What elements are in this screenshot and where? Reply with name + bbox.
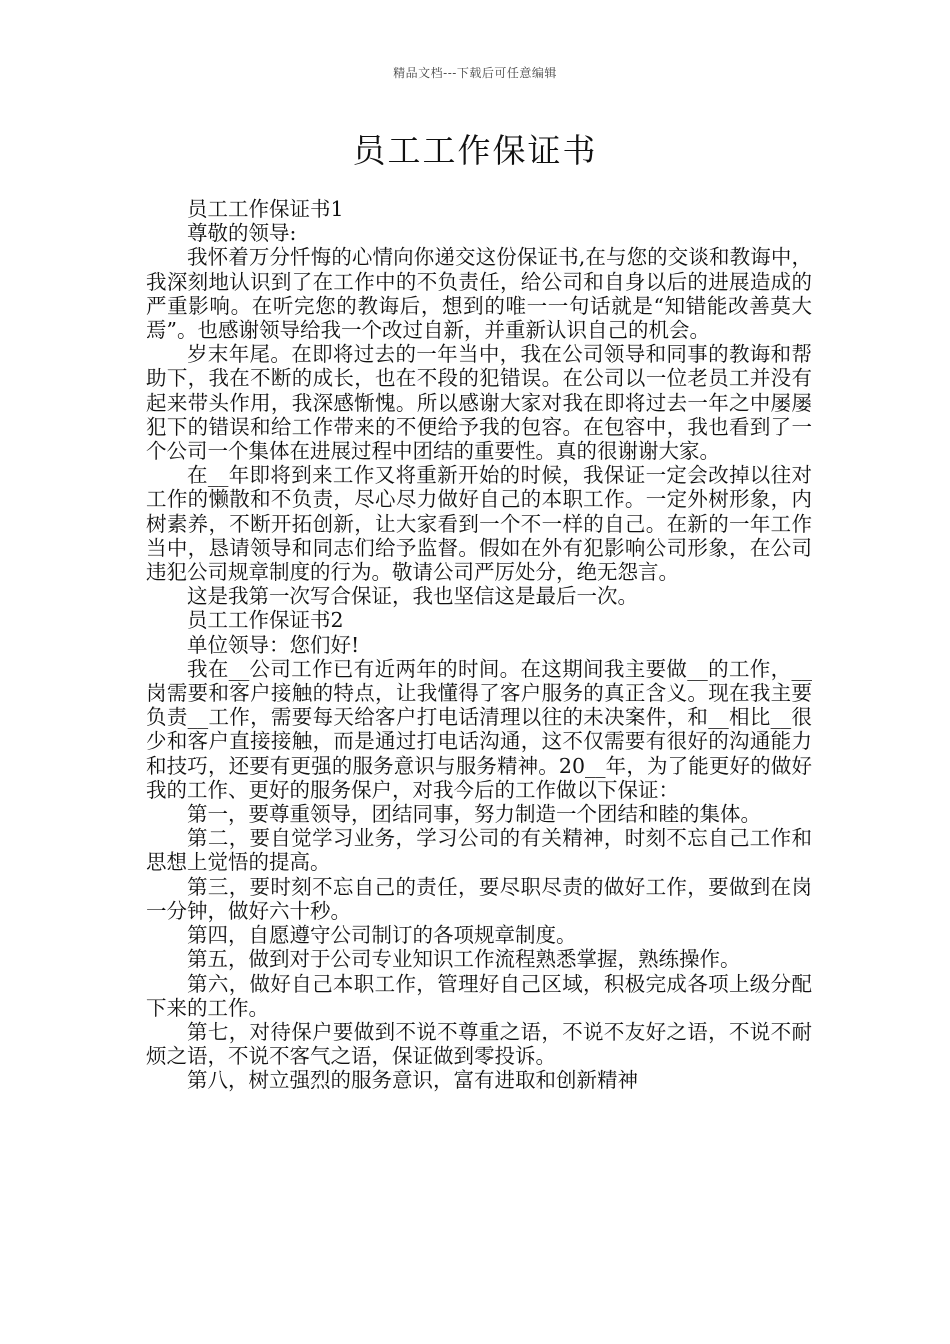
pledge-item-4: 第四，自愿遵守公司制订的各项规章制度。 — [187, 923, 577, 948]
header-note: 精品文档---下载后可任意编辑 — [393, 66, 557, 80]
pledge-item-3: 第三，要时刻不忘自己的责任，要尽职尽责的做好工作，要做到在岗一分钟，做好六十秒。 — [146, 874, 812, 923]
pledge-item-6: 第六，做好自己本职工作，管理好自己区域，积极完成各项上级分配下来的工作。 — [146, 971, 812, 1020]
paragraph: 这是我第一次写合保证，我也坚信这是最后一次。 — [187, 584, 638, 609]
pledge-item-8: 第八，树立强烈的服务意识，富有进取和创新精神 — [187, 1068, 638, 1093]
document-body — [146, 197, 812, 1093]
salutation-2: 单位领导：您们好! — [187, 632, 360, 657]
paragraph: 在__年即将到来工作又将重新开始的时候，我保证一定会改掉以往对工作的懒散和不负责，尽心尽力做好自己的本职工作。一定外树形象，内树素养，不断开拓创新，让大家看到一个不一样的自己。在新的一年工作当中，恳请领导和同志们给予监督。假如在外有犯影响公司形象，在公司违犯公司规章制度的行为。敬请公司严厉处分，绝无怨言。 — [146, 463, 812, 585]
pledge-item-2: 第二，要自觉学习业务，学习公司的有关精神，时刻不忘自己工作和思想上觉悟的提高。 — [146, 826, 812, 875]
pledge-item-7: 第七，对待保户要做到不说不尊重之语，不说不友好之语，不说不耐烦之语，不说不客气之语，保证做到零投诉。 — [146, 1019, 812, 1069]
section-heading-2: 员工工作保证书2 — [187, 608, 344, 633]
paragraph: 我在__公司工作已有近两年的时间。在这期间我主要做__的工作，__岗需要和客户接触的特点，让我懂得了客户服务的真正含义。现在我主要负责__工作，需要每天给客户打电话清理以往的未决案件，和__相比__很少和客户直接接触，而是通过打电话沟通，这不仅需要有很好的沟通能力和技巧，还要有更强的服务意识与服务精神。20__年，为了能更好的做好我的工作、更好的服务保户，对我今后的工作做以下保证： — [146, 656, 812, 802]
section-heading-1: 员工工作保证书1 — [187, 197, 344, 221]
pledge-item-1: 第一，要尊重领导，团结同事，努力制造一个团结和睦的集体。 — [187, 802, 761, 827]
paragraph: 岁末年尾。在即将过去的一年当中，我在公司领导和同事的教诲和帮助下，我在不断的成长，也在不段的犯错误。在公司以一位老员工并没有起来带头作用，我深感惭愧。所以感谢大家对我在即将过去一年之中屡屡犯下的错误和给工作带来的不便给予我的包容。在包容中，我也看到了一个公司一个集体在进展过程中团结的重要性。真的很谢谢大家。 — [146, 342, 812, 464]
paragraph: 我怀着万分忏悔的心情向你递交这份保证书,在与您的交谈和教诲中，我深刻地认识到了在工作中的不负责任，给公司和自身以后的进展造成的严重影响。在听完您的教诲后，想到的唯一一句话就是“知错能改善莫大焉”。也感谢领导给我一个改过自新，并重新认识自己的机会。 — [146, 245, 812, 343]
document-title: 员工工作保证书 — [352, 131, 598, 170]
salutation-1: 尊敬的领导: — [187, 221, 297, 246]
pledge-item-5: 第五，做到对于公司专业知识工作流程熟悉掌握，熟练操作。 — [187, 947, 741, 972]
